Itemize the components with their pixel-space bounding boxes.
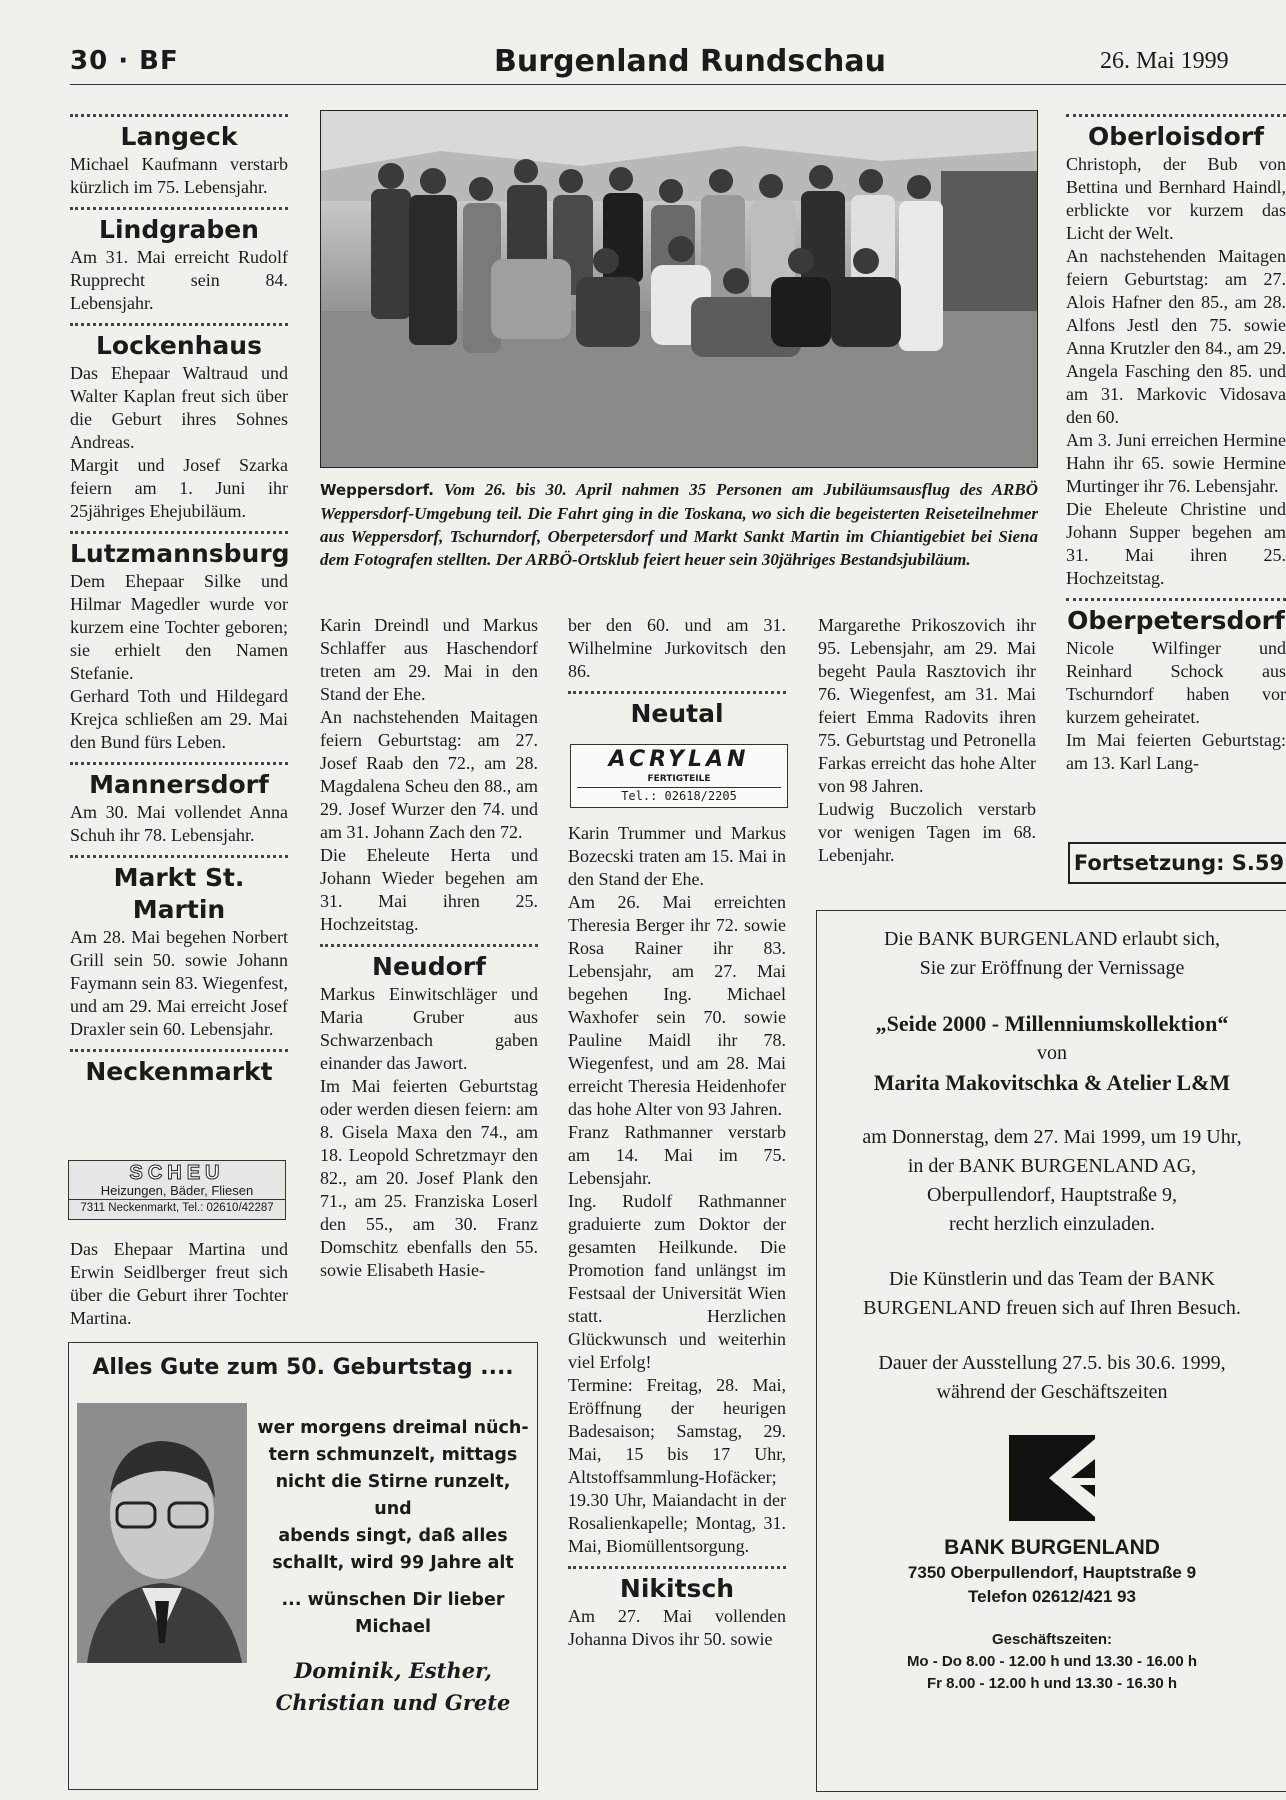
- heading-neckenmarkt: Neckenmarkt: [70, 1049, 288, 1088]
- page-number: 30 · BF: [70, 46, 179, 76]
- scheu-logo: SCHEU: [129, 1162, 225, 1184]
- heading-nikitsch: Nikitsch: [568, 1566, 786, 1605]
- bank-intro-2: Sie zur Eröffnung der Vernissage: [919, 957, 1185, 979]
- group-photo-image: [321, 111, 1037, 467]
- photo-caption: [320, 478, 1038, 571]
- bank-ad: [816, 910, 1286, 1792]
- column-1: [70, 114, 288, 1088]
- text-mannersdorf: Am 30. Mai vollendet Anna Schuh ihr 78. Lebensjahr.: [70, 802, 288, 845]
- bank-von: von: [1037, 1042, 1067, 1064]
- col3-text-1: ber den 60. und am 31. Wilhelmine Jurkovitsch den 86.: [568, 615, 786, 681]
- bank-phone: Telefon 02612/421 93: [968, 1587, 1136, 1606]
- caption-lead: Weppersdorf.: [320, 481, 435, 499]
- bank-name: BANK BURGENLAND: [944, 1536, 1160, 1559]
- portrait-photo: [77, 1403, 247, 1663]
- bank-duration-1: Dauer der Ausstellung 27.5. bis 30.6. 1999,: [878, 1352, 1226, 1374]
- bank-intro-1: Die BANK BURGENLAND erlaubt sich,: [883, 928, 1221, 950]
- poem-line-5: schallt, wird 99 Jahre alt: [272, 1553, 514, 1573]
- exhibition-title: „Seide 2000 - Millenniumskollektion“: [875, 1011, 1229, 1036]
- col5-text-3: Am 3. Juni erreichen Hermine Hahn ihr 65. sowie Hermine Murtinger ihr 76. Lebensjahr.: [1066, 430, 1286, 496]
- poem-line-7: Michael: [355, 1617, 431, 1637]
- column-4: [818, 614, 1036, 867]
- heading-neudorf: Neudorf: [320, 944, 538, 983]
- col3-text-4: Franz Rathmanner verstarb am 14. Mai im 75. Lebensjahr.: [568, 1122, 786, 1188]
- neckenmarkt-text: [70, 1238, 288, 1330]
- column-3: [568, 614, 786, 730]
- signature-1: Dominik, Esther,: [294, 1658, 492, 1683]
- exhibition-artist: Marita Makovitschka & Atelier L&M: [873, 1070, 1231, 1095]
- birthday-poem: [255, 1415, 531, 1719]
- col3-text-3: Am 26. Mai erreichten Theresia Berger ihr 72. sowie Rosa Rainer ihr 83. Lebensjahr, am 27. Mai begehen Ing. Michael Waxhofer sein 70. sowie Pauline Maidl ihr 78. Wiegenfest, und am 28. Mai erreicht Theresia Heidenhofer das hohe Alter von 93 Jahren.: [568, 892, 786, 1119]
- col5-text-5: Nicole Wilfinger und Reinhard Schock aus Tschurndorf haben vor kurzem geheiratet.: [1066, 638, 1286, 727]
- bank-date-4: recht herzlich einzuladen.: [949, 1213, 1155, 1235]
- col3-text-6: Termine: Freitag, 28. Mai, Eröffnung der heurigen Badesaison; Samstag, 29. Mai, 15 bis 17 Uhr, Altstoffsammlung-Hofäcker; 19.30 Uhr, Maiandacht in der Rosalienkapelle; Montag, 31. Mai, Biomüllentsorgung.: [568, 1375, 786, 1556]
- continuation-box: Fortsetzung: S.59: [1068, 842, 1286, 884]
- acrylan-sub: FERTIGTEILE: [647, 774, 711, 784]
- col3-text-7: Am 27. Mai vollenden Johanna Divos ihr 50. sowie: [568, 1606, 786, 1649]
- text-lutzmannsburg-1: Dem Ehepaar Silke und Hilmar Magedler wurde vor kurzem eine Tochter geboren; sie erhielt den Namen Stefanie.: [70, 571, 288, 683]
- column-5: [1066, 114, 1286, 775]
- poem-line-3: nicht die Stirne runzelt, und: [275, 1472, 511, 1519]
- header-rule: [70, 84, 1286, 85]
- heading-oberloisdorf: Oberloisdorf: [1066, 114, 1286, 153]
- bank-artist-2: BURGENLAND freuen sich auf Ihren Besuch.: [863, 1297, 1241, 1319]
- issue-date: 26. Mai 1999: [1100, 48, 1229, 74]
- col2-text-5: Im Mai feierten Geburtstag oder werden diesen feiern: am 8. Gisela Maxa den 74., am 18. Leopold Schretzmayr den 82., am 20. Josef Plank den 71., am 25. Franziska Loserl den 55., am 30. Franz Domschitz ebenfalls den 55. sowie Elisabeth Hasie-: [320, 1076, 538, 1280]
- scheu-line2: 7311 Neckenmarkt, Tel.: 02610/42287: [69, 1199, 285, 1216]
- heading-langeck: Langeck: [70, 114, 288, 153]
- text-lindgraben: Am 31. Mai erreicht Rudolf Rupprecht sein 84. Lebensjahr.: [70, 247, 288, 313]
- bank-duration-2: während der Geschäftszeiten: [936, 1381, 1168, 1403]
- text-lockenhaus-1: Das Ehepaar Waltraud und Walter Kaplan freut sich über die Geburt ihres Sohnes Andreas.: [70, 363, 288, 452]
- hours-mon-thu: Mo - Do 8.00 - 12.00 h und 13.30 - 16.00 h: [906, 1653, 1198, 1670]
- heading-oberpetersdorf: Oberpetersdorf: [1066, 598, 1286, 637]
- heading-lutzmannsburg: Lutzmannsburg: [70, 531, 288, 570]
- col2-text-3: Die Eheleute Herta und Johann Wieder begehen am 31. Mai ihren 25. Hochzeitstag.: [320, 845, 538, 934]
- acrylan-tel: Tel.: 02618/2205: [577, 787, 781, 804]
- bank-date-2: in der BANK BURGENLAND AG,: [907, 1155, 1197, 1177]
- hours-fri: Fr 8.00 - 12.00 h und 13.30 - 16.30 h: [926, 1675, 1178, 1692]
- column-2: [320, 614, 538, 1282]
- birthday-ad: [68, 1342, 538, 1790]
- text-neckenmarkt: Das Ehepaar Martina und Erwin Seidlberger freut sich über die Geburt ihrer Tochter Martina.: [70, 1239, 288, 1328]
- poem-line-6: ... wünschen Dir lieber: [281, 1590, 505, 1610]
- col4-text-2: Ludwig Buczolich verstarb vor wenigen Tagen im 68. Lebenjahr.: [818, 799, 1036, 865]
- text-markt-st-martin: Am 28. Mai begehen Norbert Grill sein 50. sowie Johann Faymann sein 83. Wiegenfest, und am 29. Mai erreicht Josef Draxler sein 60. Lebensjahr.: [70, 927, 288, 1039]
- heading-neutal: Neutal: [568, 691, 786, 730]
- heading-lindgraben: Lindgraben: [70, 207, 288, 246]
- col5-text-4: Die Eheleute Christine und Johann Supper begehen am 31. Mai ihren 25. Hochzeitstag.: [1066, 499, 1286, 588]
- text-lutzmannsburg-2: Gerhard Toth und Hildegard Krejca schließen am 29. Mai den Bund fürs Leben.: [70, 686, 288, 752]
- bank-address: 7350 Oberpullendorf, Hauptstraße 9: [907, 1563, 1197, 1582]
- poem-line-4: abends singt, daß alles: [278, 1526, 508, 1546]
- col2-text-1: Karin Dreindl und Markus Schlaffer aus Haschendorf treten am 29. Mai in den Stand der Ehe.: [320, 615, 538, 704]
- heading-mannersdorf: Mannersdorf: [70, 762, 288, 801]
- birthday-title: Alles Gute zum 50. Geburtstag ....: [92, 1355, 514, 1380]
- col5-text-6: Im Mai feierten Geburtstag: am 13. Karl Lang-: [1066, 730, 1286, 773]
- bank-date-1: am Donnerstag, dem 27. Mai 1999, um 19 Uhr,: [862, 1126, 1242, 1148]
- col5-text-1: Christoph, der Bub von Bettina und Bernhard Haindl, erblickte vor kurzem das Licht der Welt.: [1066, 154, 1286, 243]
- scheu-ad: [68, 1160, 286, 1220]
- poem-line-1: wer morgens dreimal nüch-: [257, 1418, 529, 1438]
- heading-lockenhaus: Lockenhaus: [70, 323, 288, 362]
- text-lockenhaus-2: Margit und Josef Szarka feiern am 1. Juni ihr 25jähriges Ehejubiläum.: [70, 455, 288, 521]
- poem-line-2: tern schmunzelt, mittags: [268, 1445, 518, 1465]
- col3-text-2: Karin Trummer und Markus Bozecski traten am 15. Mai in den Stand der Ehe.: [568, 823, 786, 889]
- caption-text: Vom 26. bis 30. April nahmen 35 Personen am Jubiläumsausflug des ARBÖ Weppersdorf-Umgebung teil. Die Fahrt ging in die Toskana, wo sich die begeisterten Reiseteilnehmer aus Weppersdorf, Tschurndorf, Oberpetersdorf und Markt Sankt Martin im Chiantigebiet bei Siena dem Fotografen stellten. Der ARBÖ-Ortsklub feiert heuer sein 30jähriges Bestandsjubiläum.: [320, 480, 1039, 569]
- heading-markt-st-martin: Markt St. Martin: [70, 855, 288, 926]
- scheu-line1: Heizungen, Bäder, Fliesen: [100, 1183, 254, 1198]
- signature-2: Christian und Grete: [275, 1690, 511, 1715]
- col3-text-5: Ing. Rudolf Rathmanner graduierte zum Doktor der gesamten Heilkunde. Die Promotion fand unlängst im Festsaal der Universität Wien statt. Herzlichen Glückwunsch und weiterhin viel Erfolg!: [568, 1191, 786, 1372]
- col2-text-2: An nachstehenden Maitagen feiern Geburtstag: am 27. Josef Raab den 72., am 28. Magdalena Scheu den 88., am 29. Josef Wurzer den 74. und am 31. Johann Zach den 72.: [320, 707, 538, 842]
- col4-text-1: Margarethe Prikoszovich ihr 95. Lebensjahr, am 29. Mai begeht Paula Rasztovich ihr 76. Wiegenfest, am 31. Mai feiert Emma Radovits ihren 75. Geburtstag und Petronella Farkas erreicht das hohe Alter von 98 Jahren.: [818, 615, 1036, 796]
- col2-text-4: Markus Einwitschläger und Maria Gruber aus Schwarzenbach gaben einander das Jawort.: [320, 984, 538, 1073]
- newspaper-title: Burgenland Rundschau: [494, 44, 886, 79]
- bank-logo-icon: [1009, 1435, 1095, 1521]
- bank-date-3: Oberpullendorf, Hauptstraße 9,: [927, 1184, 1177, 1206]
- column-3b: [568, 822, 786, 1651]
- group-photo: [320, 110, 1038, 468]
- hours-title: Geschäftszeiten:: [991, 1631, 1113, 1648]
- col5-text-2: An nachstehenden Maitagen feiern Geburtstag: am 27. Alois Hafner den 85., am 28. Alfons Jestl den 75. sowie Anna Krutzler den 84., am 29. Angela Fasching den 85. und am 31. Markovic Vidosava den 60.: [1066, 246, 1286, 427]
- text-langeck: Michael Kaufmann verstarb kürzlich im 75. Lebensjahr.: [70, 154, 288, 197]
- acrylan-ad: [570, 744, 788, 808]
- acrylan-logo: ACRYLAN: [608, 747, 750, 772]
- bank-artist-1: Die Künstlerin und das Team der BANK: [889, 1268, 1215, 1290]
